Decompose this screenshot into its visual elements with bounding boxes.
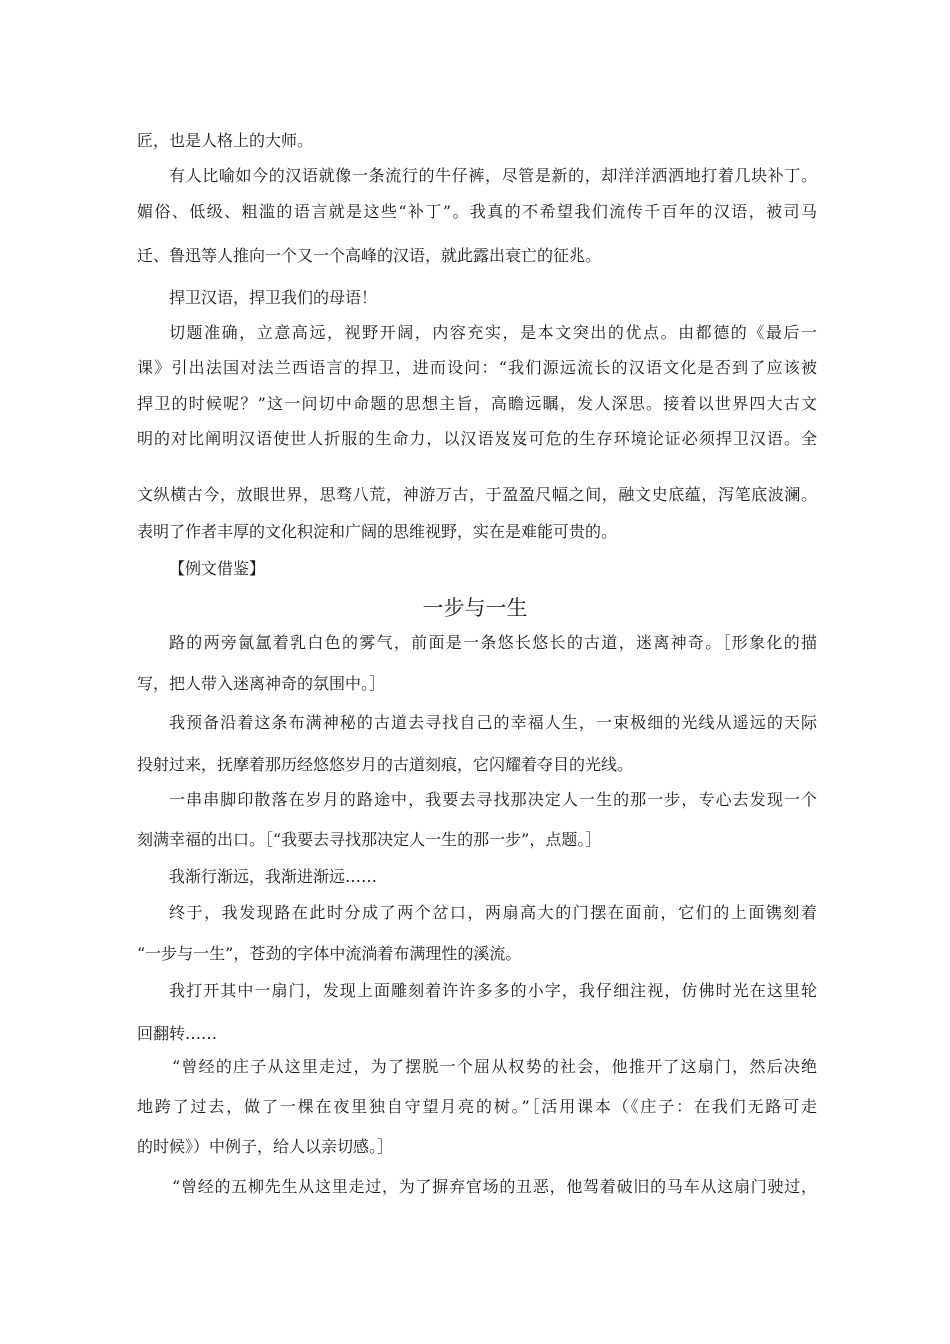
text-line: 捍卫的时候呢？”这一问切中命题的思想主旨，高瞻远瞩，发人深思。接着以世界四大古文 [137, 394, 817, 413]
text-line: 课》引出法国对法兰西语言的捍卫，进而设问：“我们源远流长的汉语文化是否到了应该被 [137, 358, 817, 377]
text-line: 地跨了过去，做了一棵在夜里独自守望月亮的树。”［活用课本（《庄子：在我们无路可走 [137, 1097, 817, 1116]
essay-title: 一步与一生 [422, 596, 528, 620]
text-line: 我打开其中一扇门，发现上面雕刻着许许多多的小字，我仔细注视，仿佛时光在这里轮 [169, 981, 817, 1000]
text-line: 有人比喻如今的汉语就像一条流行的牛仔裤，尽管是新的，却洋洋洒洒地打着几块补丁。 [169, 166, 817, 185]
text-line: 路的两旁氤氲着乳白色的雾气，前面是一条悠长悠长的古道，迷离神奇。［形象化的描 [169, 633, 817, 652]
text-line: 刻满幸福的出口。［“我要去寻找那决定人一生的那一步”，点题。］ [137, 830, 602, 849]
text-line: 切题准确，立意高远，视野开阔，内容充实，是本文突出的优点。由都德的《最后一 [169, 323, 817, 342]
text-line: 文纵横古今，放眼世界，思骛八荒，神游万古，于盈盈尺幅之间，融文史底蕴，泻笔底波澜。 [137, 485, 817, 504]
text-line: 一串串脚印散落在岁月的路途中，我要去寻找那决定人一生的那一步，专心去发现一个 [169, 790, 817, 809]
text-line: 【例文借鉴】 [169, 559, 266, 578]
text-line: 投射过来，抚摩着那历经悠悠岁月的古道刻痕，它闪耀着夺目的光线。 [137, 755, 634, 774]
text-line: “一步与一生”，苍劲的字体中流淌着布满理性的溪流。 [137, 944, 522, 963]
text-line: 匠，也是人格上的大师。 [137, 131, 314, 150]
text-line: 媚俗、低级、粗滥的语言就是这些“补丁”。我真的不希望我们流传千百年的汉语，被司马 [137, 202, 817, 221]
text-line: 表明了作者丰厚的文化积淀和广阔的思维视野，实在是难能可贵的。 [137, 522, 618, 541]
text-line: “曾经的五柳先生从这里走过，为了摒弃官场的丑恶，他驾着破旧的马车从这扇门驶过， [172, 1177, 817, 1196]
text-line: 回翻转…… [137, 1024, 218, 1043]
text-line: 明的对比阐明汉语使世人折服的生命力，以汉语岌岌可危的生存环境论证必须捍卫汉语。全 [137, 429, 817, 448]
text-line: 写，把人带入迷离神奇的氛围中。］ [137, 674, 386, 693]
text-line: 的时候》）中例子，给人以亲切感。］ [137, 1137, 394, 1156]
text-line: 迁、鲁迅等人推向一个又一个高峰的汉语，就此露出衰亡的征兆。 [137, 246, 602, 265]
text-line: 捍卫汉语，捍卫我们的母语！ [169, 288, 378, 307]
text-line: 我预备沿着这条布满神秘的古道去寻找自己的幸福人生，一束极细的光线从遥远的天际 [169, 713, 817, 732]
text-line: 终于，我发现路在此时分成了两个岔口，两扇高大的门摆在面前，它们的上面镌刻着 [169, 903, 817, 922]
text-line: 我渐行渐远，我渐进渐远…… [169, 867, 378, 886]
text-line: “曾经的庄子从这里走过，为了摆脱一个屈从权势的社会，他推开了这扇门，然后决绝 [172, 1057, 817, 1076]
